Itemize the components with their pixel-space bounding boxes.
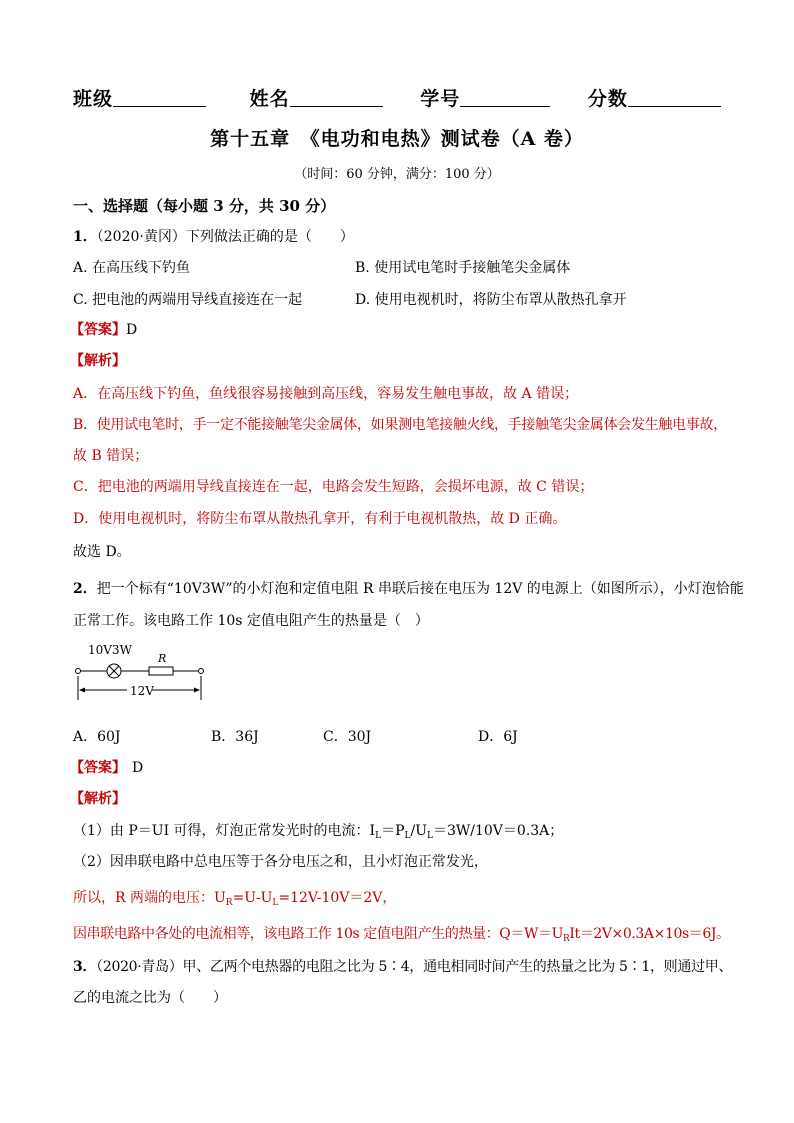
question-1-option-a: A. 在高压线下钓鱼 xyxy=(73,260,191,276)
answer-label: 【答案】 xyxy=(70,322,126,338)
analysis-line: A．在高压线下钓鱼，鱼线很容易接触到高压线，容易发生触电事故，故 A 错误； xyxy=(73,386,579,402)
analysis-line: 因串联电路中各处的电流相等，该电路工作 10s 定值电阻产生的热量：$Q=W=U_RIt=2V\times 0.3A\times 10s=6J$。 xyxy=(73,926,730,944)
question-3-stem xyxy=(73,956,732,976)
question-2-analysis-label: 【解析】 xyxy=(70,791,126,807)
analysis-line: （1）由 P＝UI 可得，灯泡正常发光时的电流：$I_L=P_L/U_L=3W/10V=0.3A$； xyxy=(73,823,564,841)
analysis-line: C．把电池的两端用导线直接连在一起，电路会发生短路，会损坏电源，故 C 错误； xyxy=(73,479,594,495)
question-1-option-c: C. 把电池的两端用导线直接连在一起 xyxy=(73,292,303,308)
question-3-text: （2020·青岛）甲、乙两个电热器的电阻之比为 5∶4，通电相同时间产生的热量之比为 5∶1，则通过甲、 xyxy=(96,959,733,975)
section-heading: 一、选择题（每小题 3 分，共 30 分） xyxy=(73,197,336,215)
question-2-text: 把一个标有“10V3W”的小灯泡和定值电阻 R 串联后接在电压为 12V 的电源上（如图所示），小灯泡恰能 xyxy=(96,581,744,597)
question-2-option-a: A．60J xyxy=(73,729,121,745)
terminal-left xyxy=(76,669,81,674)
page-title: 第十五章 《电功和电热》测试卷（A 卷） xyxy=(210,128,584,150)
analysis-line: D．使用电视机时，将防尘布罩从散热孔拿开，有利于电视机散热，故 D 正确。 xyxy=(73,511,567,527)
voltage-label: 12V xyxy=(130,684,154,698)
question-1-stem xyxy=(73,226,354,246)
resistor-label: R xyxy=(158,652,167,665)
question-3-number: 3． xyxy=(73,959,97,975)
question-2-option-d: D．6J xyxy=(478,729,518,745)
question-1-option-b: B. 使用试电笔时手接触笔尖金属体 xyxy=(355,260,571,276)
student-info-line xyxy=(73,84,721,111)
page-subtitle: （时间：60 分钟，满分：100 分） xyxy=(294,167,500,182)
answer-value: D xyxy=(126,322,138,338)
id-label: 学号 xyxy=(420,88,461,110)
analysis-line: B．使用试电笔时，手一定不能接触笔尖金属体，如果测电笔接触火线，手接触笔尖金属体会发生触电事故， xyxy=(73,417,727,433)
analysis-line: 故 B 错误； xyxy=(73,448,149,464)
name-label: 姓名 xyxy=(249,88,290,110)
question-1-answer xyxy=(70,319,137,339)
answer-label: 【答案】 xyxy=(70,760,126,776)
question-1-option-d: D. 使用电视机时，将防尘布罩从散热孔拿开 xyxy=(355,292,627,308)
question-2-stem-cont: 正常工作。该电路工作 10s 定值电阻产生的热量是（ ） xyxy=(73,613,429,629)
id-blank[interactable] xyxy=(460,88,550,107)
class-blank[interactable] xyxy=(113,88,206,107)
question-1-number: 1． xyxy=(73,229,97,245)
lamp-label: 10V3W xyxy=(88,643,132,657)
question-1-text: （2020·黄冈）下列做法正确的是（ ） xyxy=(96,229,354,245)
score-label: 分数 xyxy=(587,88,628,110)
resistor-symbol xyxy=(149,667,173,675)
question-1-analysis-label: 【解析】 xyxy=(70,353,126,369)
terminal-right xyxy=(199,669,204,674)
class-label: 班级 xyxy=(73,88,114,110)
question-2-option-b: B．36J xyxy=(211,729,259,745)
question-1-conclusion: 故选 D。 xyxy=(73,544,131,560)
analysis-line: （2）因串联电路中总电压等于各分电压之和，且小灯泡正常发光， xyxy=(73,854,488,870)
question-2-answer xyxy=(70,757,143,777)
question-3-stem-cont: 乙的电流之比为（ ） xyxy=(73,990,227,1006)
score-blank[interactable] xyxy=(628,88,721,107)
analysis-line: 所以，R 两端的电压：$U_R=U-U_L=12V-10V=2V$， xyxy=(73,890,397,908)
question-2-stem xyxy=(73,578,744,598)
question-2-number: 2． xyxy=(73,581,97,597)
circuit-diagram xyxy=(70,640,215,702)
name-blank[interactable] xyxy=(290,88,383,107)
question-2-option-c: C．30J xyxy=(323,729,372,745)
answer-value: D xyxy=(132,760,144,776)
